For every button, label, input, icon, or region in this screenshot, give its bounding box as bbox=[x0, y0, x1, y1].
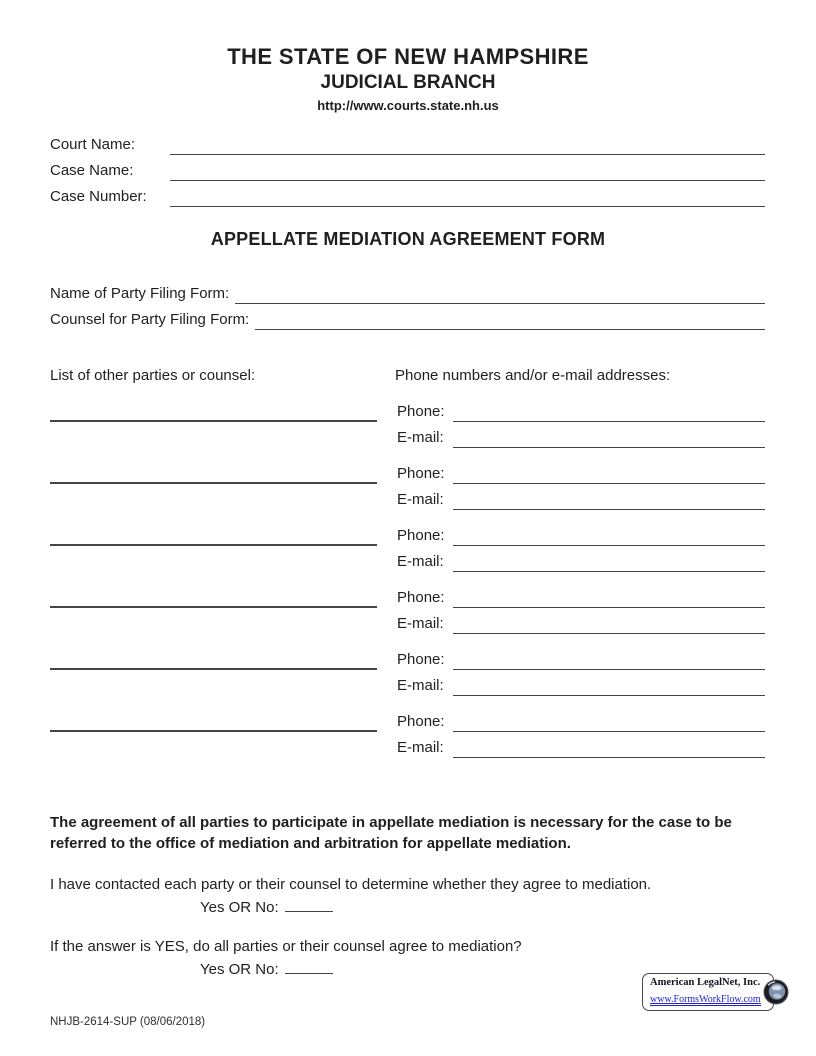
phone-label: Phone: bbox=[397, 465, 445, 482]
other-party-row-1 bbox=[50, 396, 765, 448]
filing-party-name-field[interactable] bbox=[235, 286, 765, 304]
answer-row-1 bbox=[50, 897, 765, 916]
american-legalnet-logo bbox=[642, 973, 774, 1011]
answer-field-1[interactable] bbox=[285, 897, 333, 912]
phone-label: Phone: bbox=[397, 403, 445, 420]
party-name-field-5[interactable] bbox=[50, 644, 377, 670]
phone-field-3[interactable] bbox=[453, 528, 765, 546]
logo-company-name: American LegalNet, Inc. bbox=[650, 976, 761, 988]
phone-field-6[interactable] bbox=[453, 714, 765, 732]
yes-or-no-label: Yes OR No: bbox=[200, 899, 279, 916]
phone-field-1[interactable] bbox=[453, 404, 765, 422]
email-field-5[interactable] bbox=[453, 678, 765, 696]
yes-or-no-label: Yes OR No: bbox=[200, 961, 279, 978]
party-name-field-1[interactable] bbox=[50, 396, 377, 422]
case-number-label: Case Number: bbox=[50, 188, 147, 205]
phone-field-2[interactable] bbox=[453, 466, 765, 484]
case-number-row bbox=[50, 181, 765, 207]
email-field-4[interactable] bbox=[453, 616, 765, 634]
filing-party-counsel-row bbox=[50, 304, 765, 330]
filing-party-name-row bbox=[50, 278, 765, 304]
phone-field-4[interactable] bbox=[453, 590, 765, 608]
form-number-footer: NHJB-2614-SUP (08/06/2018) bbox=[50, 1016, 206, 1028]
email-label: E-mail: bbox=[397, 491, 444, 508]
phone-label: Phone: bbox=[397, 651, 445, 668]
court-info-section bbox=[50, 129, 765, 207]
party-name-field-6[interactable] bbox=[50, 706, 377, 732]
globe-icon bbox=[763, 979, 789, 1005]
agreement-statement: The agreement of all parties to participate in appellate mediation is necessary for the case to be referred to the office of mediation and arbitration for appellate mediation. bbox=[50, 814, 732, 852]
court-name-label: Court Name: bbox=[50, 136, 136, 153]
other-party-row-5 bbox=[50, 644, 765, 696]
email-label: E-mail: bbox=[397, 677, 444, 694]
logo-website-link[interactable]: www.FormsWorkFlow.com bbox=[650, 993, 761, 1005]
party-name-field-3[interactable] bbox=[50, 520, 377, 546]
court-name-field[interactable] bbox=[170, 137, 765, 155]
filing-party-name-label: Name of Party Filing Form: bbox=[50, 285, 230, 302]
email-field-2[interactable] bbox=[453, 492, 765, 510]
other-parties-left-header: List of other parties or counsel: bbox=[50, 367, 256, 384]
agreement-section bbox=[50, 812, 765, 978]
party-name-field-4[interactable] bbox=[50, 582, 377, 608]
courts-url: http://www.courts.state.nh.us bbox=[317, 98, 499, 113]
other-party-row-4 bbox=[50, 582, 765, 634]
email-field-3[interactable] bbox=[453, 554, 765, 572]
email-label: E-mail: bbox=[397, 553, 444, 570]
question-all-agree: If the answer is YES, do all parties or their counsel agree to mediation? bbox=[50, 938, 522, 955]
email-label: E-mail: bbox=[397, 615, 444, 632]
case-name-row bbox=[50, 155, 765, 181]
answer-field-2[interactable] bbox=[285, 959, 333, 974]
filing-party-section bbox=[50, 278, 765, 330]
filing-party-counsel-field[interactable] bbox=[255, 312, 765, 330]
other-party-row-2 bbox=[50, 458, 765, 510]
email-field-1[interactable] bbox=[453, 430, 765, 448]
phone-label: Phone: bbox=[397, 589, 445, 606]
party-name-field-2[interactable] bbox=[50, 458, 377, 484]
document-header bbox=[0, 0, 816, 113]
other-parties-headers bbox=[50, 367, 765, 384]
case-number-field[interactable] bbox=[170, 189, 765, 207]
email-field-6[interactable] bbox=[453, 740, 765, 758]
state-title: THE STATE OF NEW HAMPSHIRE bbox=[227, 44, 589, 69]
phone-label: Phone: bbox=[397, 527, 445, 544]
phone-label: Phone: bbox=[397, 713, 445, 730]
question-contacted-parties: I have contacted each party or their counsel to determine whether they agree to mediation. bbox=[50, 876, 652, 893]
other-parties-right-header: Phone numbers and/or e-mail addresses: bbox=[395, 367, 671, 384]
email-label: E-mail: bbox=[397, 739, 444, 756]
case-name-field[interactable] bbox=[170, 163, 765, 181]
form-title: APPELLATE MEDIATION AGREEMENT FORM bbox=[210, 229, 606, 249]
other-party-row-3 bbox=[50, 520, 765, 572]
case-name-label: Case Name: bbox=[50, 162, 134, 179]
branch-subtitle: JUDICIAL BRANCH bbox=[320, 72, 496, 93]
email-label: E-mail: bbox=[397, 429, 444, 446]
filing-party-counsel-label: Counsel for Party Filing Form: bbox=[50, 311, 250, 328]
other-parties-list bbox=[50, 396, 765, 758]
court-name-row bbox=[50, 129, 765, 155]
phone-field-5[interactable] bbox=[453, 652, 765, 670]
other-party-row-6 bbox=[50, 706, 765, 758]
